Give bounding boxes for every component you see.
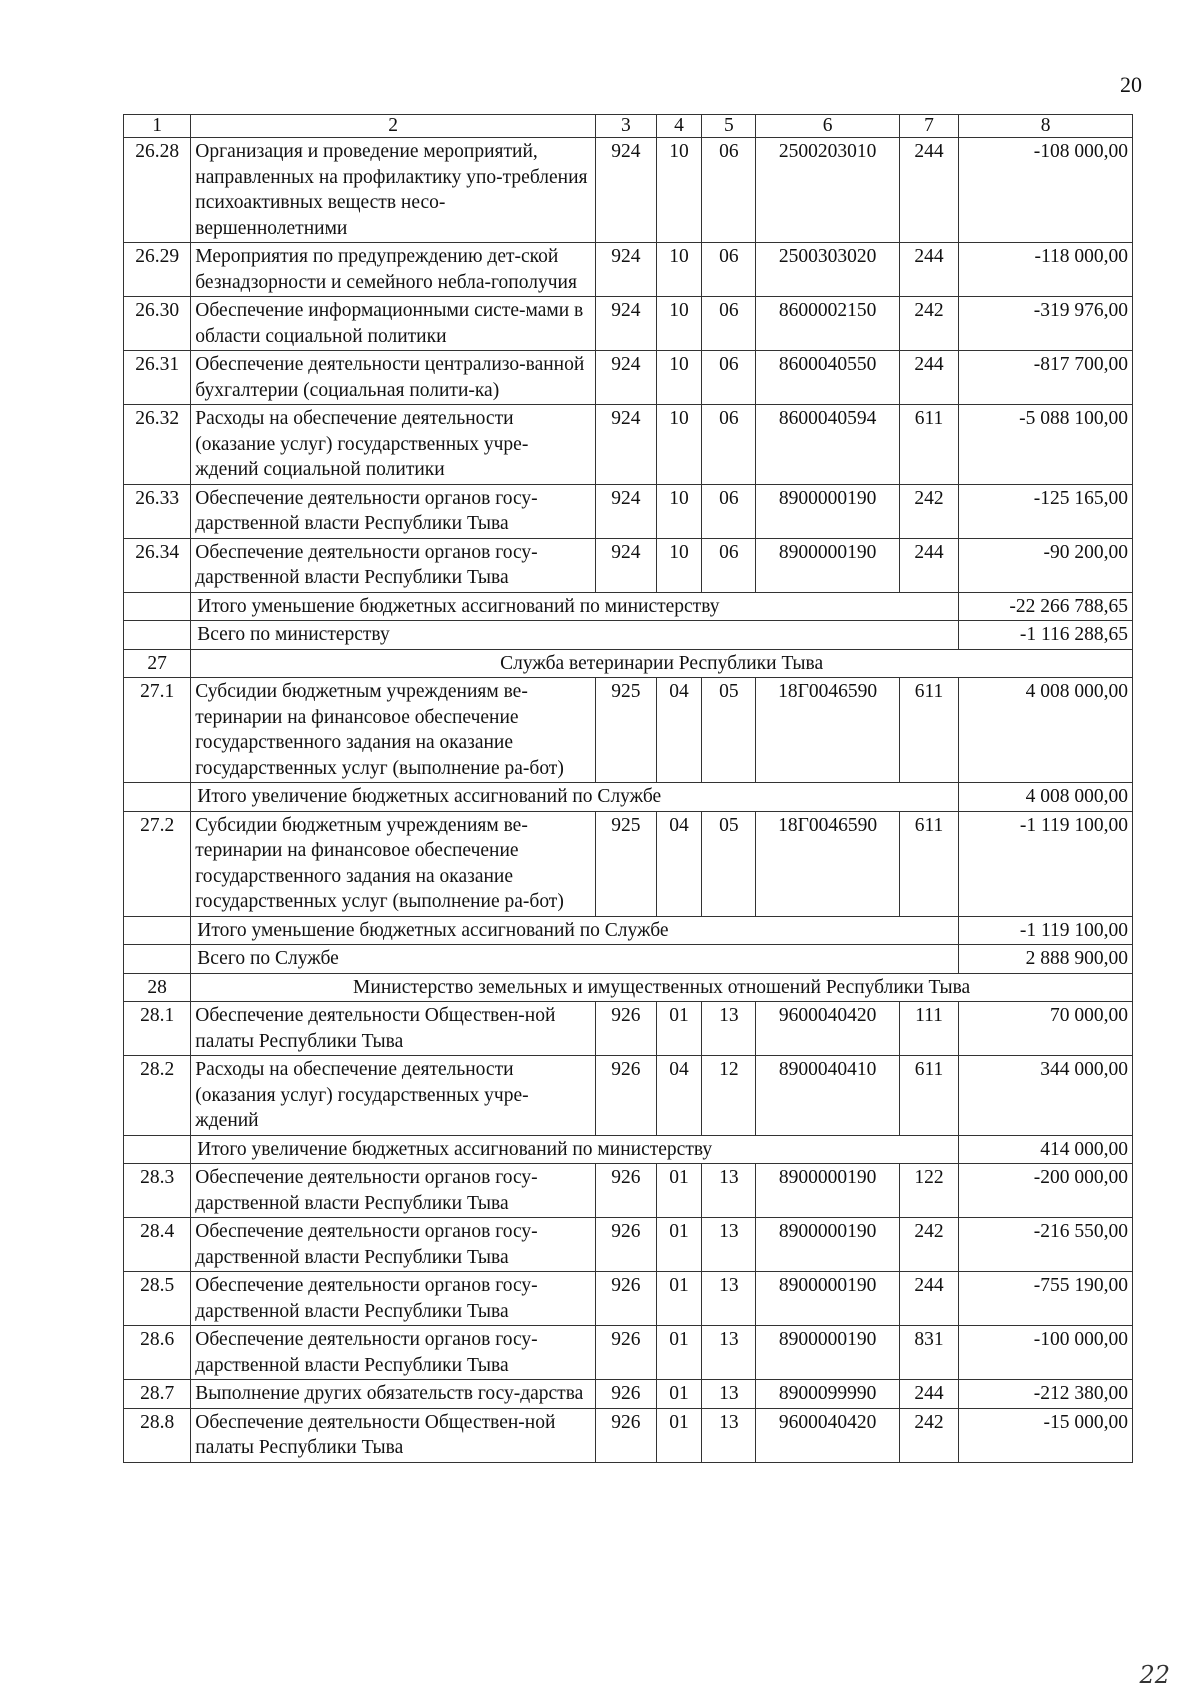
section-title: Служба ветеринарии Республики Тыва [191, 649, 1133, 678]
subsection-code: 13 [702, 1164, 756, 1218]
ministry-code: 924 [595, 243, 656, 297]
header-cell: 6 [756, 115, 899, 138]
ministry-code: 924 [595, 484, 656, 538]
expense-type-code: 242 [899, 484, 959, 538]
subsection-code: 13 [702, 1408, 756, 1462]
row-description: Обеспечение деятельности органов госу-дарственной власти Республики Тыва [191, 484, 596, 538]
table-row [124, 1408, 1133, 1462]
amount: -319 976,00 [959, 297, 1133, 351]
amount: -1 119 100,00 [959, 811, 1133, 916]
target-article-code: 8900000190 [756, 1164, 899, 1218]
subsection-code: 13 [702, 1002, 756, 1056]
header-cell: 5 [702, 115, 756, 138]
row-number: 28.1 [124, 1002, 191, 1056]
row-number [124, 592, 191, 621]
expense-type-code: 831 [899, 1326, 959, 1380]
expense-type-code: 242 [899, 1408, 959, 1462]
section-code: 01 [656, 1326, 702, 1380]
total-label: Всего по Службе [191, 945, 959, 974]
table-row [124, 243, 1133, 297]
row-number: 26.32 [124, 405, 191, 485]
target-article-code: 8900000190 [756, 538, 899, 592]
target-article-code: 2500303020 [756, 243, 899, 297]
section-number: 28 [124, 973, 191, 1002]
row-number: 26.31 [124, 351, 191, 405]
table-row [124, 1056, 1133, 1136]
section-code: 01 [656, 1218, 702, 1272]
expense-type-code: 244 [899, 1272, 959, 1326]
section-code: 10 [656, 138, 702, 243]
ministry-code: 924 [595, 351, 656, 405]
target-article-code: 18Г0046590 [756, 678, 899, 783]
total-amount: -1 119 100,00 [959, 916, 1133, 945]
budget-table [123, 114, 1133, 1463]
row-description: Организация и проведение мероприятий, направленных на профилактику упо-требления психоактивных веществ несо-вершеннолетними [191, 138, 596, 243]
target-article-code: 8600002150 [756, 297, 899, 351]
total-row [124, 783, 1133, 812]
total-amount: 4 008 000,00 [959, 783, 1133, 812]
expense-type-code: 244 [899, 138, 959, 243]
header-cell: 8 [959, 115, 1133, 138]
amount: 70 000,00 [959, 1002, 1133, 1056]
ministry-code: 926 [595, 1218, 656, 1272]
row-number: 28.7 [124, 1380, 191, 1409]
row-description: Обеспечение деятельности Обществен-ной палаты Республики Тыва [191, 1002, 596, 1056]
section-number: 27 [124, 649, 191, 678]
section-code: 01 [656, 1272, 702, 1326]
row-description: Обеспечение деятельности централизо-ванной бухгалтерии (социальная полити-ка) [191, 351, 596, 405]
header-cell: 1 [124, 115, 191, 138]
row-description: Обеспечение деятельности органов госу-дарственной власти Республики Тыва [191, 1164, 596, 1218]
subsection-code: 05 [702, 678, 756, 783]
subsection-code: 06 [702, 297, 756, 351]
amount: -108 000,00 [959, 138, 1133, 243]
row-description: Выполнение других обязательств госу-дарства [191, 1380, 596, 1409]
row-number: 26.28 [124, 138, 191, 243]
target-article-code: 8900000190 [756, 1218, 899, 1272]
total-label: Итого увеличение бюджетных ассигнований по министерству [191, 1135, 959, 1164]
amount: 344 000,00 [959, 1056, 1133, 1136]
subsection-code: 05 [702, 811, 756, 916]
ministry-code: 925 [595, 678, 656, 783]
table-row [124, 351, 1133, 405]
row-number: 26.33 [124, 484, 191, 538]
page-number: 20 [1120, 72, 1142, 97]
row-number [124, 783, 191, 812]
total-row [124, 621, 1133, 650]
row-description: Обеспечение деятельности органов госу-дарственной власти Республики Тыва [191, 1326, 596, 1380]
row-number [124, 621, 191, 650]
expense-type-code: 244 [899, 243, 959, 297]
row-number: 28.4 [124, 1218, 191, 1272]
amount: -216 550,00 [959, 1218, 1133, 1272]
row-description: Субсидии бюджетным учреждениям ве-теринарии на финансовое обеспечение государственного задания на оказание государственных услуг (выполнение ра-бот) [191, 678, 596, 783]
section-header-row [124, 649, 1133, 678]
row-number: 28.3 [124, 1164, 191, 1218]
ministry-code: 924 [595, 405, 656, 485]
ministry-code: 926 [595, 1272, 656, 1326]
row-number: 28.2 [124, 1056, 191, 1136]
amount: -5 088 100,00 [959, 405, 1133, 485]
row-number: 28.8 [124, 1408, 191, 1462]
ministry-code: 926 [595, 1002, 656, 1056]
total-amount: 2 888 900,00 [959, 945, 1133, 974]
row-description: Обеспечение деятельности органов госу-дарственной власти Республики Тыва [191, 1218, 596, 1272]
amount: 4 008 000,00 [959, 678, 1133, 783]
section-code: 01 [656, 1380, 702, 1409]
section-code: 04 [656, 1056, 702, 1136]
header-cell: 3 [595, 115, 656, 138]
section-code: 10 [656, 351, 702, 405]
table-row [124, 405, 1133, 485]
subsection-code: 13 [702, 1272, 756, 1326]
subsection-code: 13 [702, 1380, 756, 1409]
section-code: 10 [656, 538, 702, 592]
row-number: 26.34 [124, 538, 191, 592]
amount: -118 000,00 [959, 243, 1133, 297]
table-row [124, 138, 1133, 243]
table-row [124, 678, 1133, 783]
ministry-code: 924 [595, 138, 656, 243]
total-amount: 414 000,00 [959, 1135, 1133, 1164]
total-label: Итого увеличение бюджетных ассигнований по Службе [191, 783, 959, 812]
row-number: 26.30 [124, 297, 191, 351]
target-article-code: 9600040420 [756, 1002, 899, 1056]
ministry-code: 925 [595, 811, 656, 916]
expense-type-code: 122 [899, 1164, 959, 1218]
total-row [124, 592, 1133, 621]
row-number [124, 916, 191, 945]
total-row [124, 916, 1133, 945]
header-cell: 7 [899, 115, 959, 138]
expense-type-code: 242 [899, 1218, 959, 1272]
row-number: 28.5 [124, 1272, 191, 1326]
total-row [124, 945, 1133, 974]
expense-type-code: 611 [899, 678, 959, 783]
row-number: 28.6 [124, 1326, 191, 1380]
ministry-code: 926 [595, 1056, 656, 1136]
table-row [124, 538, 1133, 592]
subsection-code: 13 [702, 1218, 756, 1272]
header-cell: 2 [191, 115, 596, 138]
section-code: 10 [656, 484, 702, 538]
row-description: Обеспечение деятельности органов госу-дарственной власти Республики Тыва [191, 1272, 596, 1326]
target-article-code: 8900040410 [756, 1056, 899, 1136]
section-code: 10 [656, 405, 702, 485]
amount: -15 000,00 [959, 1408, 1133, 1462]
expense-type-code: 244 [899, 1380, 959, 1409]
amount: -90 200,00 [959, 538, 1133, 592]
subsection-code: 06 [702, 405, 756, 485]
ministry-code: 924 [595, 297, 656, 351]
target-article-code: 18Г0046590 [756, 811, 899, 916]
table-row [124, 1272, 1133, 1326]
subsection-code: 13 [702, 1326, 756, 1380]
section-title: Министерство земельных и имущественных отношений Республики Тыва [191, 973, 1133, 1002]
target-article-code: 8900099990 [756, 1380, 899, 1409]
section-code: 01 [656, 1408, 702, 1462]
row-number [124, 1135, 191, 1164]
row-number: 27.1 [124, 678, 191, 783]
table-row [124, 484, 1133, 538]
table-row [124, 811, 1133, 916]
subsection-code: 06 [702, 351, 756, 405]
row-description: Мероприятия по предупреждению дет-ской безнадзорности и семейного небла-гополучия [191, 243, 596, 297]
target-article-code: 8900000190 [756, 1272, 899, 1326]
ministry-code: 926 [595, 1326, 656, 1380]
table-body [124, 138, 1133, 1463]
subsection-code: 12 [702, 1056, 756, 1136]
amount: -200 000,00 [959, 1164, 1133, 1218]
expense-type-code: 611 [899, 811, 959, 916]
total-label: Итого уменьшение бюджетных ассигнований по Службе [191, 916, 959, 945]
row-description: Расходы на обеспечение деятельности (оказание услуг) государственных учре-ждений социальной политики [191, 405, 596, 485]
corner-mark: 22 [1139, 1661, 1170, 1689]
amount: -817 700,00 [959, 351, 1133, 405]
table-row [124, 1380, 1133, 1409]
target-article-code: 9600040420 [756, 1408, 899, 1462]
ministry-code: 924 [595, 538, 656, 592]
header-row [124, 115, 1133, 138]
target-article-code: 2500203010 [756, 138, 899, 243]
section-code: 01 [656, 1002, 702, 1056]
section-code: 10 [656, 297, 702, 351]
section-header-row [124, 973, 1133, 1002]
ministry-code: 926 [595, 1380, 656, 1409]
target-article-code: 8900000190 [756, 1326, 899, 1380]
row-number [124, 945, 191, 974]
subsection-code: 06 [702, 484, 756, 538]
amount: -100 000,00 [959, 1326, 1133, 1380]
row-description: Субсидии бюджетным учреждениям ве-теринарии на финансовое обеспечение государственного задания на оказание государственных услуг (выполнение ра-бот) [191, 811, 596, 916]
row-number: 27.2 [124, 811, 191, 916]
row-description: Обеспечение информационными систе-мами в области социальной политики [191, 297, 596, 351]
section-code: 04 [656, 811, 702, 916]
section-code: 04 [656, 678, 702, 783]
row-description: Обеспечение деятельности Обществен-ной палаты Республики Тыва [191, 1408, 596, 1462]
total-amount: -1 116 288,65 [959, 621, 1133, 650]
ministry-code: 926 [595, 1408, 656, 1462]
expense-type-code: 611 [899, 1056, 959, 1136]
expense-type-code: 242 [899, 297, 959, 351]
total-amount: -22 266 788,65 [959, 592, 1133, 621]
total-label: Итого уменьшение бюджетных ассигнований по министерству [191, 592, 959, 621]
table-row [124, 1164, 1133, 1218]
row-number: 26.29 [124, 243, 191, 297]
target-article-code: 8600040594 [756, 405, 899, 485]
table-row [124, 1218, 1133, 1272]
table-row [124, 1326, 1133, 1380]
expense-type-code: 611 [899, 405, 959, 485]
section-code: 01 [656, 1164, 702, 1218]
table-row [124, 297, 1133, 351]
target-article-code: 8600040550 [756, 351, 899, 405]
total-row [124, 1135, 1133, 1164]
row-description: Обеспечение деятельности органов госу-дарственной власти Республики Тыва [191, 538, 596, 592]
amount: -755 190,00 [959, 1272, 1133, 1326]
ministry-code: 926 [595, 1164, 656, 1218]
header-cell: 4 [656, 115, 702, 138]
subsection-code: 06 [702, 538, 756, 592]
amount: -212 380,00 [959, 1380, 1133, 1409]
expense-type-code: 244 [899, 538, 959, 592]
subsection-code: 06 [702, 138, 756, 243]
section-code: 10 [656, 243, 702, 297]
total-label: Всего по министерству [191, 621, 959, 650]
subsection-code: 06 [702, 243, 756, 297]
amount: -125 165,00 [959, 484, 1133, 538]
target-article-code: 8900000190 [756, 484, 899, 538]
row-description: Расходы на обеспечение деятельности (оказания услуг) государственных учре-ждений [191, 1056, 596, 1136]
table-row [124, 1002, 1133, 1056]
expense-type-code: 244 [899, 351, 959, 405]
expense-type-code: 111 [899, 1002, 959, 1056]
